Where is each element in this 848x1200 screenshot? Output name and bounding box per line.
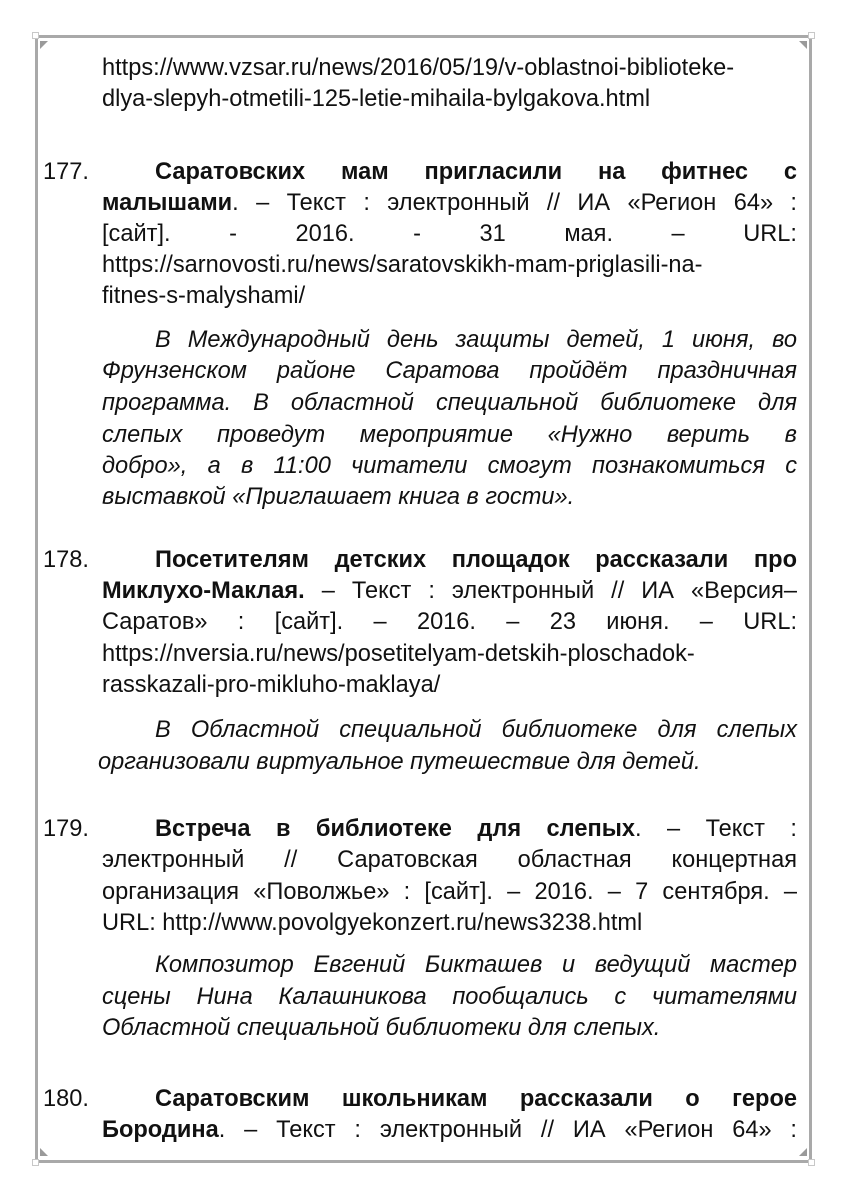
entry-number: 180. [43,1086,89,1112]
entry-annotation-line: Фрунзенском районе Саратова пройдёт праздничная [102,358,797,384]
citation-text: . – Текст : [634,816,797,842]
entry-annotation-line: программа. В областной специальной библиотеке для [102,390,797,416]
entry-number: 177. [43,159,89,185]
citation-text: – Текст : электронный // ИА «Версия– [304,578,797,604]
entry-citation-line [102,576,797,607]
entry-number: 178. [43,547,89,573]
entry-citation-line: организация «Поволжье» : [сайт]. – 2016. – 7 сентября. – [102,879,797,905]
entry-title-bold: Встреча в библиотеке для слепых [155,816,635,842]
entry-url-line[interactable]: fitnes-s-malyshami/ [102,283,306,309]
corner-mark-top-right [799,41,807,49]
citation-text: . – Текст : электронный // ИА «Регион 64» : [232,190,797,216]
corner-mark-bottom-right [799,1148,807,1156]
entry-annotation-line: Областной специальной библиотеки для слепых. [102,1015,661,1041]
entry-citation-line: Саратов» : [сайт]. – 2016. – 23 июня. – URL: [102,609,797,635]
entry-title [155,157,797,188]
frame-tick-bottom-right [808,1159,815,1166]
entry-url-line[interactable]: URL: http://www.povolgyekonzert.ru/news3238.html [102,910,643,936]
frame-tick-top-right [808,32,815,39]
entry-citation-line: электронный // Саратовская областная концертная [102,847,797,873]
carry-over-url-line[interactable]: dlya-slepyh-otmetili-125-letie-mihaila-bylgakova.html [102,86,651,112]
entry-url-line[interactable]: https://nversia.ru/news/posetitelyam-detskih-ploschadok- [102,641,695,667]
frame-tick-top-left [32,32,39,39]
entry-title-bold: Посетителям детских площадок рассказали про [155,547,797,573]
entry-annotation-line: В Международный день защиты детей, 1 июня, во [155,327,797,353]
corner-mark-top-left [40,41,48,49]
entry-citation-line [102,188,797,219]
corner-mark-bottom-left [40,1148,48,1156]
entry-title-bold: Бородина [102,1117,219,1143]
entry-url-line[interactable]: https://sarnovosti.ru/news/saratovskikh-mam-priglasili-na- [102,252,703,278]
entry-annotation-line: В Областной специальной библиотеке для слепых [155,717,797,743]
entry-annotation-line: выставкой «Приглашает книга в гости». [102,484,575,510]
frame-tick-bottom-left [32,1159,39,1166]
entry-number: 179. [43,816,89,842]
carry-over-url-line[interactable]: https://www.vzsar.ru/news/2016/05/19/v-oblastnoi-biblioteke- [102,55,735,81]
entry-annotation-line: слепых проведут мероприятие «Нужно верить в [102,422,797,448]
entry-annotation-line: сцены Нина Калашникова пообщались с читателями [102,984,797,1010]
entry-title [155,814,797,845]
entry-annotation-line: организовали виртуальное путешествие для детей. [98,749,701,775]
entry-title [155,545,797,576]
entry-title-bold: Саратовским школьникам рассказали о герое [155,1086,797,1112]
entry-annotation-line: добро», а в 11:00 читатели смогут познакомиться с [102,453,797,479]
entry-title-bold: Миклухо-Маклая. [102,578,305,604]
entry-url-line[interactable]: rasskazali-pro-mikluho-maklaya/ [102,672,441,698]
entry-citation-line [102,1115,797,1146]
entry-title-bold: Саратовских мам пригласили на фитнес с [155,159,797,185]
entry-title [155,1084,797,1115]
entry-annotation-line: Композитор Евгений Бикташев и ведущий мастер [155,952,797,978]
entry-citation-line: [сайт]. - 2016. - 31 мая. – URL: [102,221,797,247]
entry-title-bold: малышами [102,190,233,216]
citation-text: . – Текст : электронный // ИА «Регион 64» : [218,1117,797,1143]
